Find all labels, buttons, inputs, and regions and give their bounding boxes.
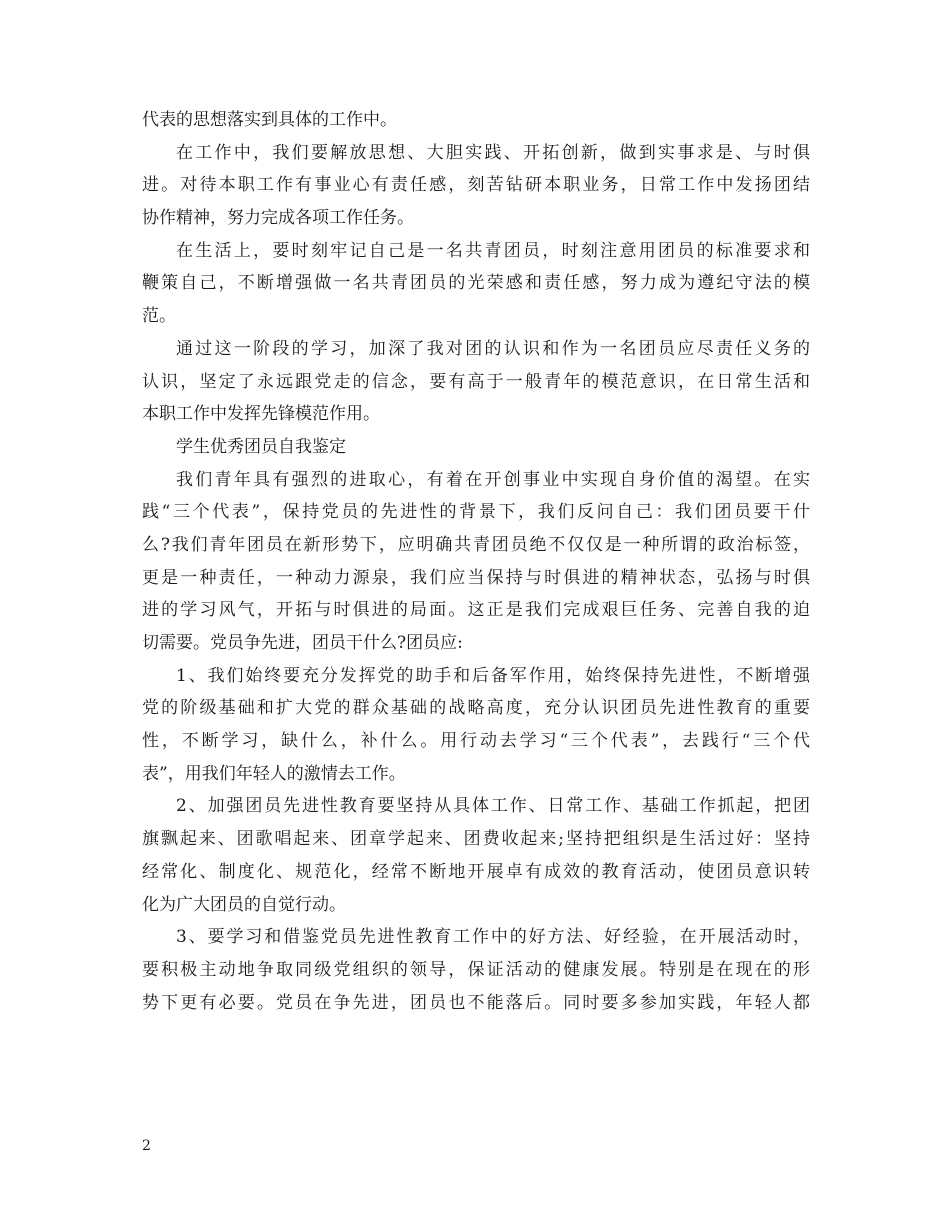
text-line: 本职工作中发挥先锋模范作用。 [142, 404, 380, 425]
text-line: 经常化、制度化、规范化，经常不断地开展卓有成效的教育活动，使团员意识转 [142, 861, 810, 882]
text-line: 性，不断学习，缺什么，补什么。用行动去学习“三个代表”，去践行“三个代 [142, 731, 810, 752]
text-line: 3、要学习和借鉴党员先进性教育工作中的好方法、好经验，在开展活动时， [176, 927, 810, 948]
text-line: 2、加强团员先进性教育要坚持从具体工作、日常工作、基础工作抓起，把团 [176, 796, 810, 817]
text-line: 认识，坚定了永远跟党走的信念，要有高于一般青年的模范意识，在日常生活和 [142, 371, 810, 392]
text-line: 化为广大团员的自觉行动。 [142, 894, 346, 915]
page-number: 2 [142, 1138, 151, 1154]
text-line: 进。对待本职工作有事业心有责任感，刻苦钻研本职业务，日常工作中发扬团结 [142, 175, 810, 196]
text-line: 旗飘起来、团歌唱起来、团章学起来、团费收起来;坚持把组织是生活过好：坚持 [142, 829, 810, 850]
text-line: 范。 [142, 306, 176, 327]
text-line: 代表的思想落实到具体的工作中。 [142, 110, 397, 130]
text-line: 要积极主动地争取同级党组织的领导，保证活动的健康发展。特别是在现在的形 [142, 959, 810, 980]
document-body [142, 110, 810, 1025]
text-line: 我们青年具有强烈的进取心，有着在开创事业中实现自身价值的渴望。在实 [176, 469, 810, 490]
text-line: 更是一种责任，一种动力源泉，我们应当保持与时俱进的精神状态，弘扬与时俱 [142, 567, 810, 588]
text-line: 1、我们始终要充分发挥党的助手和后备军作用，始终保持先进性，不断增强 [176, 665, 810, 686]
text-line: 切需要。党员争先进，团员干什么?团员应: [142, 633, 463, 653]
text-line: 表”，用我们年轻人的激情去工作。 [142, 763, 406, 784]
text-line: 势下更有必要。党员在争先进，团员也不能落后。同时要多参加实践，年轻人都 [142, 992, 810, 1013]
text-line: 么?我们青年团员在新形势下，应明确共青团员绝不仅仅是一种所谓的政治标签， [142, 534, 810, 555]
text-line: 党的阶级基础和扩大党的群众基础的战略高度，充分认识团员先进性教育的重要 [142, 698, 810, 719]
text-line: 协作精神，努力完成各项工作任务。 [142, 208, 414, 229]
text-line: 进的学习风气，开拓与时俱进的局面。这正是我们完成艰巨任务、完善自我的迫 [142, 600, 810, 621]
text-line: 通过这一阶段的学习，加深了我对团的认识和作为一名团员应尽责任义务的 [176, 338, 810, 359]
text-line: 学生优秀团员自我鉴定 [176, 436, 346, 457]
text-line: 在工作中，我们要解放思想、大胆实践、开拓创新，做到实事求是、与时俱 [176, 142, 810, 163]
text-line: 在生活上，要时刻牢记自己是一名共青团员，时刻注意用团员的标准要求和 [176, 240, 810, 261]
text-line: 践“三个代表”，保持党员的先进性的背景下，我们反问自己：我们团员要干什 [142, 502, 810, 523]
text-line: 鞭策自己，不断增强做一名共青团员的光荣感和责任感，努力成为遵纪守法的模 [142, 273, 810, 294]
